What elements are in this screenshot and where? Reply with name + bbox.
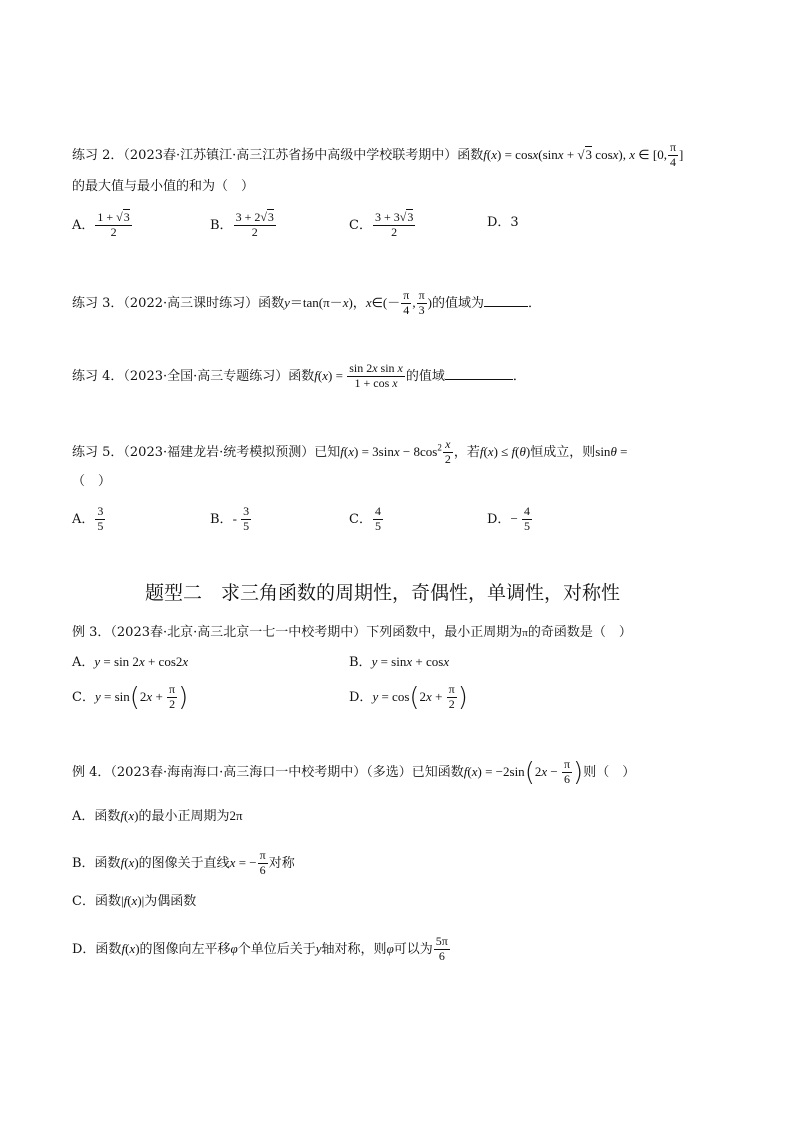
option-letter: B．: [210, 217, 233, 233]
exercise-4-end: ．: [512, 368, 526, 384]
exercise-4-prefix: 练习 4．（2023·全国·高三专题练习）函数: [72, 368, 315, 384]
option-b-text: B．函数: [72, 855, 121, 871]
exercise-2-stem-line2: 的最大值与最小值的和为（ ）: [72, 179, 255, 194]
exercise-2-stem: 练习 2．（2023春·江苏镇江·高三江苏省扬中高级中学校联考期中）函数f(x) = cosx(sinx + √3 cosx), x ∈ [0, $\frac{\pi}{4}$ ]: [72, 140, 684, 169]
example-3-stem: 例 3．（2023春·北京·高三北京一七一中校考期中）下列函数中，最小正周期为π的奇函数是（ ）: [72, 625, 632, 640]
exercise-5-option-d[interactable]: D．− $\frac{4}{5}$: [487, 504, 531, 533]
option-letter: D．: [349, 689, 373, 705]
exercise-2-option-b[interactable]: B． $\frac{3 + 2√3}{2}$: [210, 210, 274, 239]
option-c-text: C．函数: [72, 894, 121, 909]
exercise-5-answer-paren: （ ）: [72, 474, 112, 489]
exercise-5-mid2: 恒成立，则: [530, 444, 596, 460]
option-d-mid2: 个单位后关于: [237, 941, 316, 957]
option-d-mid3: 轴对称，则: [321, 941, 387, 957]
option-b-end: 对称: [268, 855, 295, 871]
exercise-3-end: ．: [527, 295, 541, 311]
exercise-5-stem: 练习 5．（2023·福建龙岩·统考模拟预测）已知$f(x) = 3\sin x - 8\cos^2$ $\frac{x}{2}$ ，若f(x) ≤ f(θ)恒成立，则sinθ =: [72, 437, 628, 466]
example-3-option-c[interactable]: C．y = sin(2x + $\frac{\pi}{2}$ ): [72, 682, 189, 713]
option-d-mid: 的图像向左平移: [139, 941, 231, 957]
option-letter: D．: [487, 511, 511, 527]
exercise-2-option-c[interactable]: C． $\frac{3 + 3√3}{2}$: [349, 210, 414, 239]
exercise-2-option-d[interactable]: [487, 216, 519, 229]
option-b-mid: 的图像关于直线: [138, 855, 230, 871]
option-d-text: D．函数: [72, 941, 122, 957]
exercise-2-formula: f: [483, 146, 487, 162]
option-letter: B．: [349, 655, 372, 670]
option-letter: D．3: [487, 215, 519, 230]
option-letter: A．: [72, 511, 95, 527]
exercise-3-prefix: 练习 3．（2022·高三课时练习）函数: [72, 295, 285, 311]
exercise-5-option-b[interactable]: B．- $\frac{3}{5}$: [210, 504, 250, 533]
example-3-option-d[interactable]: D．y = cos(2x + $\frac{\pi}{2}$ ): [349, 682, 468, 713]
example-4-prefix: 例 4．（2023春·海南海口·高三海口一中校考期中）（多选）已知函数: [72, 764, 464, 780]
option-letter: C．: [349, 217, 372, 233]
option-letter: C．: [72, 689, 95, 705]
exercise-4-stem: 练习 4．（2023·全国·高三专题练习）函数f(x) = $\frac{\text{sin 2x sin x}}{\text{1 + cos x}}$ 的值域 ．: [72, 361, 526, 390]
option-c-end: 为偶函数: [144, 894, 197, 909]
exercise-5-prefix: 练习 5．（2023·福建龙岩·统考模拟预测）已知: [72, 444, 341, 460]
example-4-option-b[interactable]: B．函数f(x)的图像关于直线x = − $\frac{\pi}{6}$ 对称: [72, 848, 295, 877]
exercise-4-mid: 的值域: [405, 368, 445, 384]
example-4-option-d[interactable]: D．函数f(x)的图像向左平移φ个单位后关于y轴对称，则φ可以为 $\frac{5\pi}{6}$: [72, 934, 448, 963]
exercise-2-option-a[interactable]: A． $\frac{1 + √3}{2}$: [72, 210, 130, 239]
section-heading: 题型二 求三角函数的周期性，奇偶性，单调性，对称性: [145, 582, 621, 604]
example-4-option-c[interactable]: C．函数|f(x)|为偶函数: [72, 893, 197, 909]
example-4-end: 则（ ）: [583, 764, 636, 780]
answer-blank[interactable]: [484, 305, 528, 307]
option-d-end: 可以为: [393, 941, 433, 957]
exercise-2-prefix: 练习 2．（2023春·江苏镇江·高三江苏省扬中高级中学校联考期中）函数: [72, 147, 484, 163]
option-letter: A．: [72, 217, 95, 233]
option-letter: A．: [72, 655, 95, 670]
option-letter: C．: [349, 511, 372, 527]
exercise-3-stem: 练习 3．（2022·高三课时练习）函数y＝tan(π－x)，x∈(－ $\frac{\pi}{4}$ , $\frac{\pi}{3}$ )的值域为 ．: [72, 288, 541, 317]
exercise-3-mid: 的值域为: [431, 295, 484, 311]
option-a-end: 的最小正周期为: [138, 809, 230, 824]
option-letter: B．: [210, 511, 233, 527]
option-a-text: A．函数: [72, 809, 121, 824]
example-3-option-a[interactable]: A．y = sin 2x + cos2x: [72, 654, 189, 670]
example-3-end: 的奇函数是（ ）: [527, 625, 632, 640]
example-4-stem: 例 4．（2023春·海南海口·高三海口一中校考期中）（多选）已知函数f(x) = −2sin(2x − $\frac{\pi}{6}$ )则（ ）: [72, 757, 636, 788]
example-3-prefix: 例 3．（2023春·北京·高三北京一七一中校考期中）下列函数中，最小正周期为: [72, 625, 523, 640]
example-4-option-a[interactable]: A．函数f(x)的最小正周期为2π: [72, 808, 243, 824]
exercise-5-option-a[interactable]: A． $\frac{3}{5}$: [72, 504, 104, 533]
example-3-option-b[interactable]: B．y = sinx + cosx: [349, 654, 450, 670]
exercise-5-mid: ，若: [453, 444, 480, 460]
exercise-5-option-c[interactable]: C． $\frac{4}{5}$: [349, 504, 381, 533]
answer-blank[interactable]: [445, 378, 513, 380]
